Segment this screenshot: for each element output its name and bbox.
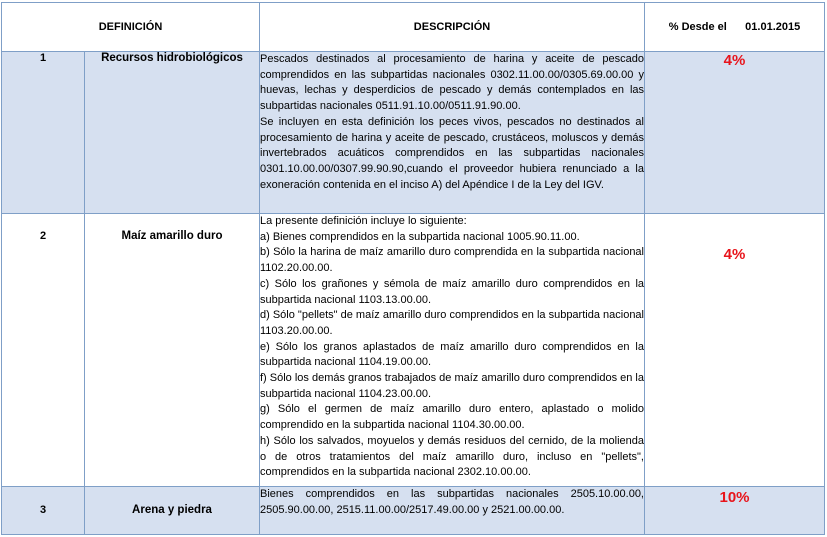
header-desde: % Desde el 01.01.2015 [645, 3, 825, 52]
description-paragraph: Bienes comprendidos en las subpartidas nacionales 2505.10.00.00, 2505.90.00.00, 2515.11.00.00/2517.49.00.00 y 2521.00.00.00. [260, 488, 644, 516]
row-description [260, 52, 645, 214]
row-number: 2 [2, 214, 85, 487]
description-paragraph: a) Bienes comprendidos en la subpartida nacional 1005.90.11.00. [260, 230, 580, 243]
row-definition: Arena y piedra [85, 487, 260, 535]
table-row [2, 52, 825, 214]
description-paragraph: f) Sólo los demás granos trabajados de maíz amarillo duro comprendidos en la subpartida nacional 1104.23.00.00. [260, 372, 644, 400]
row-description [260, 487, 645, 535]
row-number: 1 [2, 52, 85, 214]
description-paragraph: La presente definición incluye lo siguiente: [260, 215, 467, 227]
header-row [2, 3, 825, 52]
table-row [2, 487, 825, 535]
description-paragraph: b) Sólo la harina de maíz amarillo duro comprendida en la subpartida nacional 1102.20.00.00. [260, 246, 644, 275]
row-description [260, 214, 645, 487]
table-row [2, 214, 825, 487]
description-paragraph: e) Sólo los granos aplastados de maíz amarillo duro comprendidos en la subpartida nacional 1104.19.00.00. [260, 340, 644, 369]
row-definition: Maíz amarillo duro [85, 214, 260, 487]
description-paragraph: h) Sólo los salvados, moyuelos y demás residuos del cernido, de la molienda o de otros tratamientos del maíz amarillo duro, incluso en "pellets", comprendidos en la subpartida nacional 2302.10.00.00. [260, 434, 644, 479]
description-paragraph: c) Sólo los grañones y sémola de maíz amarillo duro comprendidos en la subpartida nacional 1103.13.00.00. [260, 277, 644, 306]
row-percentage: 10% [645, 487, 825, 535]
description-paragraph: Se incluyen en esta definición los peces vivos, pescados no destinados al procesamiento de harina y aceite de pescado, crustáceos, moluscos y demás invertebrados acuáticos comprendidos en las subpartidas nacionales 0301.10.00.00/0307.99.90.90,cuando el proveedor hubiera renunciado a la exoneración contenida en el inciso A) del Apéndice I de la Ley del IGV. [260, 115, 644, 191]
header-descripcion: DESCRIPCIÓN [260, 3, 645, 52]
description-paragraph: g) Sólo el germen de maíz amarillo duro entero, aplastado o molido comprendido en la subpartida nacional 1104.30.00.00. [260, 403, 644, 432]
row-definition: Recursos hidrobiológicos [85, 52, 260, 214]
description-paragraph: Pescados destinados al procesamiento de harina y aceite de pescado comprendidos en las subpartidas nacionales 0302.11.00.00/0305.69.00.00 y huevas, lechas y desperdicios de pescado y demás contemplados en las subpartidas nacionales 0511.91.10.00/0511.91.90.00. [260, 53, 644, 113]
row-percentage: 4% [645, 52, 825, 214]
tax-rates-table [1, 2, 825, 535]
row-number: 3 [2, 487, 85, 535]
description-paragraph: d) Sólo "pellets" de maíz amarillo duro comprendidos en la subpartida nacional 1103.20.00.00. [260, 309, 644, 337]
row-percentage: 4% [645, 214, 825, 487]
header-definicion: DEFINICIÓN [2, 3, 260, 52]
